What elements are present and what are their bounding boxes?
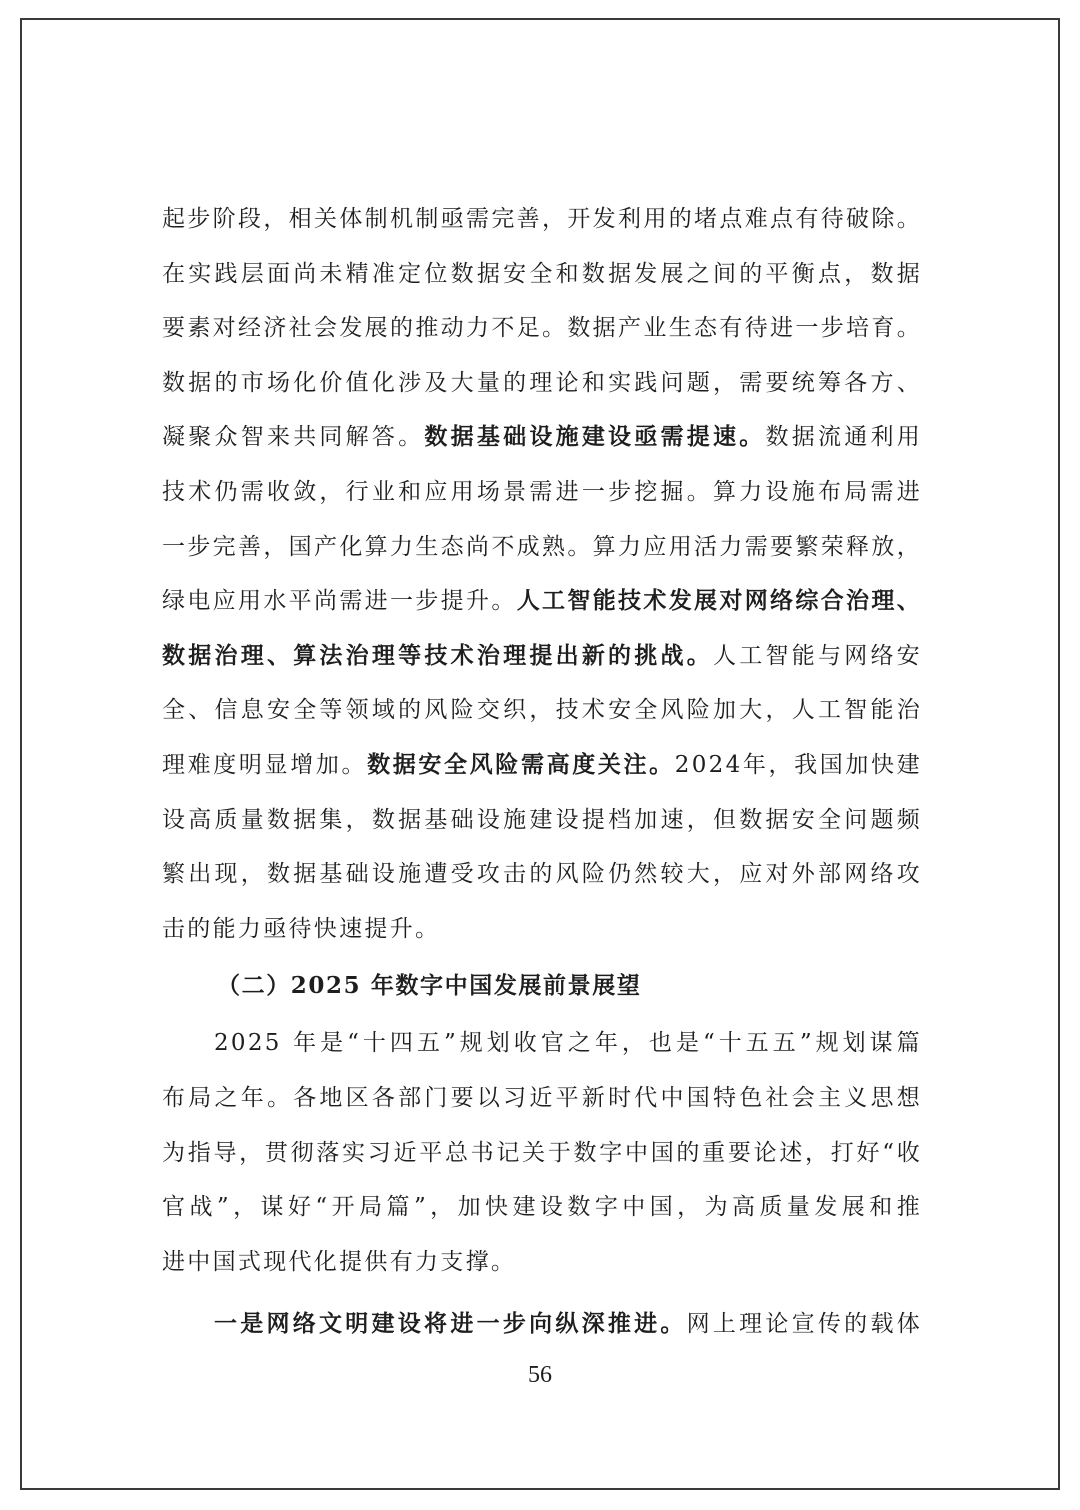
page-number: 56	[528, 1362, 552, 1388]
text-line	[162, 520, 922, 575]
paragraph-challenges	[162, 192, 922, 956]
text-run: 数据的市场化价值化涉及大量的理论和实践问题，需要统筹各方、	[162, 369, 922, 396]
text-run: 全、信息安全等领域的风险交织，技术安全风险加大，人工智能治	[162, 697, 922, 724]
text-line	[162, 683, 922, 738]
text-line	[162, 247, 922, 302]
paragraph-network-civilization	[162, 1297, 922, 1352]
text-line	[162, 1235, 922, 1290]
text-line	[162, 1180, 922, 1235]
bold-text-run: 数据基础设施建设亟需提速。	[424, 423, 766, 451]
text-run: 进中国式现代化提供有力支撑。	[162, 1248, 517, 1275]
text-run: 数据流通利用	[765, 424, 922, 451]
text-run: 布局之年。各地区各部门要以习近平新时代中国特色社会主义思想	[162, 1084, 922, 1111]
text-line	[162, 738, 922, 793]
text-run: 2025 年是“十四五”规划收官之年，也是“十五五”规划谋篇	[214, 1030, 922, 1057]
text-run: 在实践层面尚未精准定位数据安全和数据发展之间的平衡点，数据	[162, 260, 922, 287]
text-line	[162, 629, 922, 684]
text-run: 官战”，谋好“开局篇”，加快建设数字中国，为高质量发展和推	[162, 1194, 922, 1221]
section-heading: （二）2025 年数字中国发展前景展望	[217, 972, 642, 1000]
text-line	[162, 465, 922, 520]
bold-text-run: 数据治理、算法治理等技术治理提出新的挑战。	[162, 641, 714, 669]
text-run: 繁出现，数据基础设施遭受攻击的风险仍然较大，应对外部网络攻	[162, 861, 922, 888]
text-line	[162, 410, 922, 465]
text-run: 设高质量数据集，数据基础设施建设提档加速，但数据安全问题频	[162, 806, 922, 833]
text-line	[162, 356, 922, 411]
text-run: 人工智能与网络安	[713, 642, 922, 669]
text-run: 凝聚众智来共同解答。	[162, 424, 425, 451]
text-run: 为指导，贯彻落实习近平总书记关于数字中国的重要论述，打好“收	[162, 1139, 922, 1166]
text-line	[162, 1016, 922, 1071]
text-line	[162, 192, 922, 247]
bold-text-run: 人工智能技术发展对网络综合治理、	[516, 587, 922, 615]
text-line	[162, 574, 922, 629]
text-run: 击的能力亟待快速提升。	[162, 915, 441, 942]
text-run: 起步阶段，相关体制机制亟需完善，开发利用的堵点难点有待破除。	[162, 206, 922, 232]
text-run: 绿电应用水平尚需进一步提升。	[162, 588, 517, 615]
text-line	[162, 847, 922, 902]
text-run: 2024年，我国加快建	[674, 751, 922, 778]
document-body	[162, 192, 922, 1352]
text-line	[162, 301, 922, 356]
text-line	[162, 1071, 922, 1126]
text-line	[162, 1126, 922, 1181]
paragraph-outlook	[162, 1016, 922, 1289]
text-run: 理难度明显增加。	[162, 751, 368, 778]
text-line	[162, 793, 922, 848]
text-run: 一步完善，国产化算力生态尚不成熟。算力应用活力需要繁荣释放，	[162, 533, 922, 560]
text-line	[162, 902, 922, 957]
text-run: 要素对经济社会发展的推动力不足。数据产业生态有待进一步培育。	[162, 315, 922, 342]
text-line	[162, 1297, 922, 1352]
text-run: 技术仍需收敛，行业和应用场景需进一步挖掘。算力设施布局需进	[162, 478, 922, 505]
bold-text-run: 一是网络文明建设将进一步向纵深推进。	[214, 1310, 687, 1338]
bold-text-run: 数据安全风险需高度关注。	[367, 750, 675, 778]
text-run: 网上理论宣传的载体	[686, 1311, 922, 1338]
